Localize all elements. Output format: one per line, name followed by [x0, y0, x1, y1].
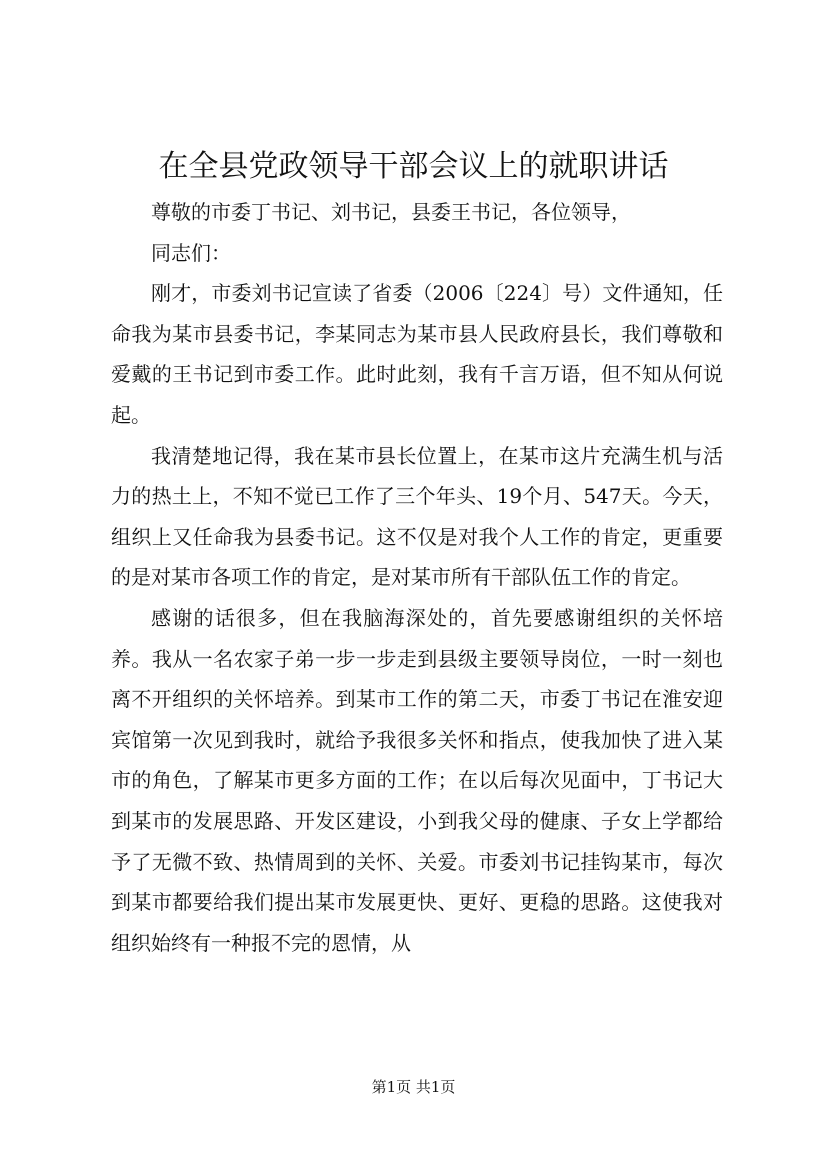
document-title: 在全县党政领导干部会议上的就职讲话	[158, 149, 669, 184]
page-number-footer: 第1页 共1页	[371, 1078, 456, 1096]
paragraph-recollection: 我清楚地记得，我在某市县长位置上，在某市这片充满生机与活力的热土上，不知不觉已工作了三个年头、19个月、547天。今天，组织上又任命我为县委书记。这不仅是对我个人工作的肯定，更重要的是对某市各项工作的肯定，是对某市所有干部队伍工作的肯定。	[111, 443, 723, 590]
paragraph-gratitude: 感谢的话很多，但在我脑海深处的，首先要感谢组织的关怀培养。我从一名农家子弟一步一步走到县级主要领导岗位，一时一刻也离不开组织的关怀培养。到某市工作的第二天，市委丁书记在淮安迎宾馆第一次见到我时，就给予我很多关怀和指点，使我加快了进入某市的角色，了解某市更多方面的工作；在以后每次见面中，丁书记大到某市的发展思路、开发区建设，小到我父母的健康、子女上学都给予了无微不致、热情周到的关怀、关爱。市委刘书记挂钩某市，每次到某市都要给我们提出某市发展更快、更好、更稳的思路。这使我对组织始终有一种报不完的恩情，从	[111, 605, 723, 955]
document-body	[111, 192, 723, 963]
salutation-line: 尊敬的市委丁书记、刘书记，县委王书记，各位领导，	[151, 200, 631, 224]
paragraph-appointment: 刚才，市委刘书记宣读了省委（2006〔224〕号）文件通知，任命我为某市县委书记，李某同志为某市县人民政府县长，我们尊敬和爱戴的王书记到市委工作。此时此刻，我有千言万语，但不知从何说起。	[111, 281, 723, 427]
salutation-line-comrades: 同志们：	[151, 240, 231, 265]
